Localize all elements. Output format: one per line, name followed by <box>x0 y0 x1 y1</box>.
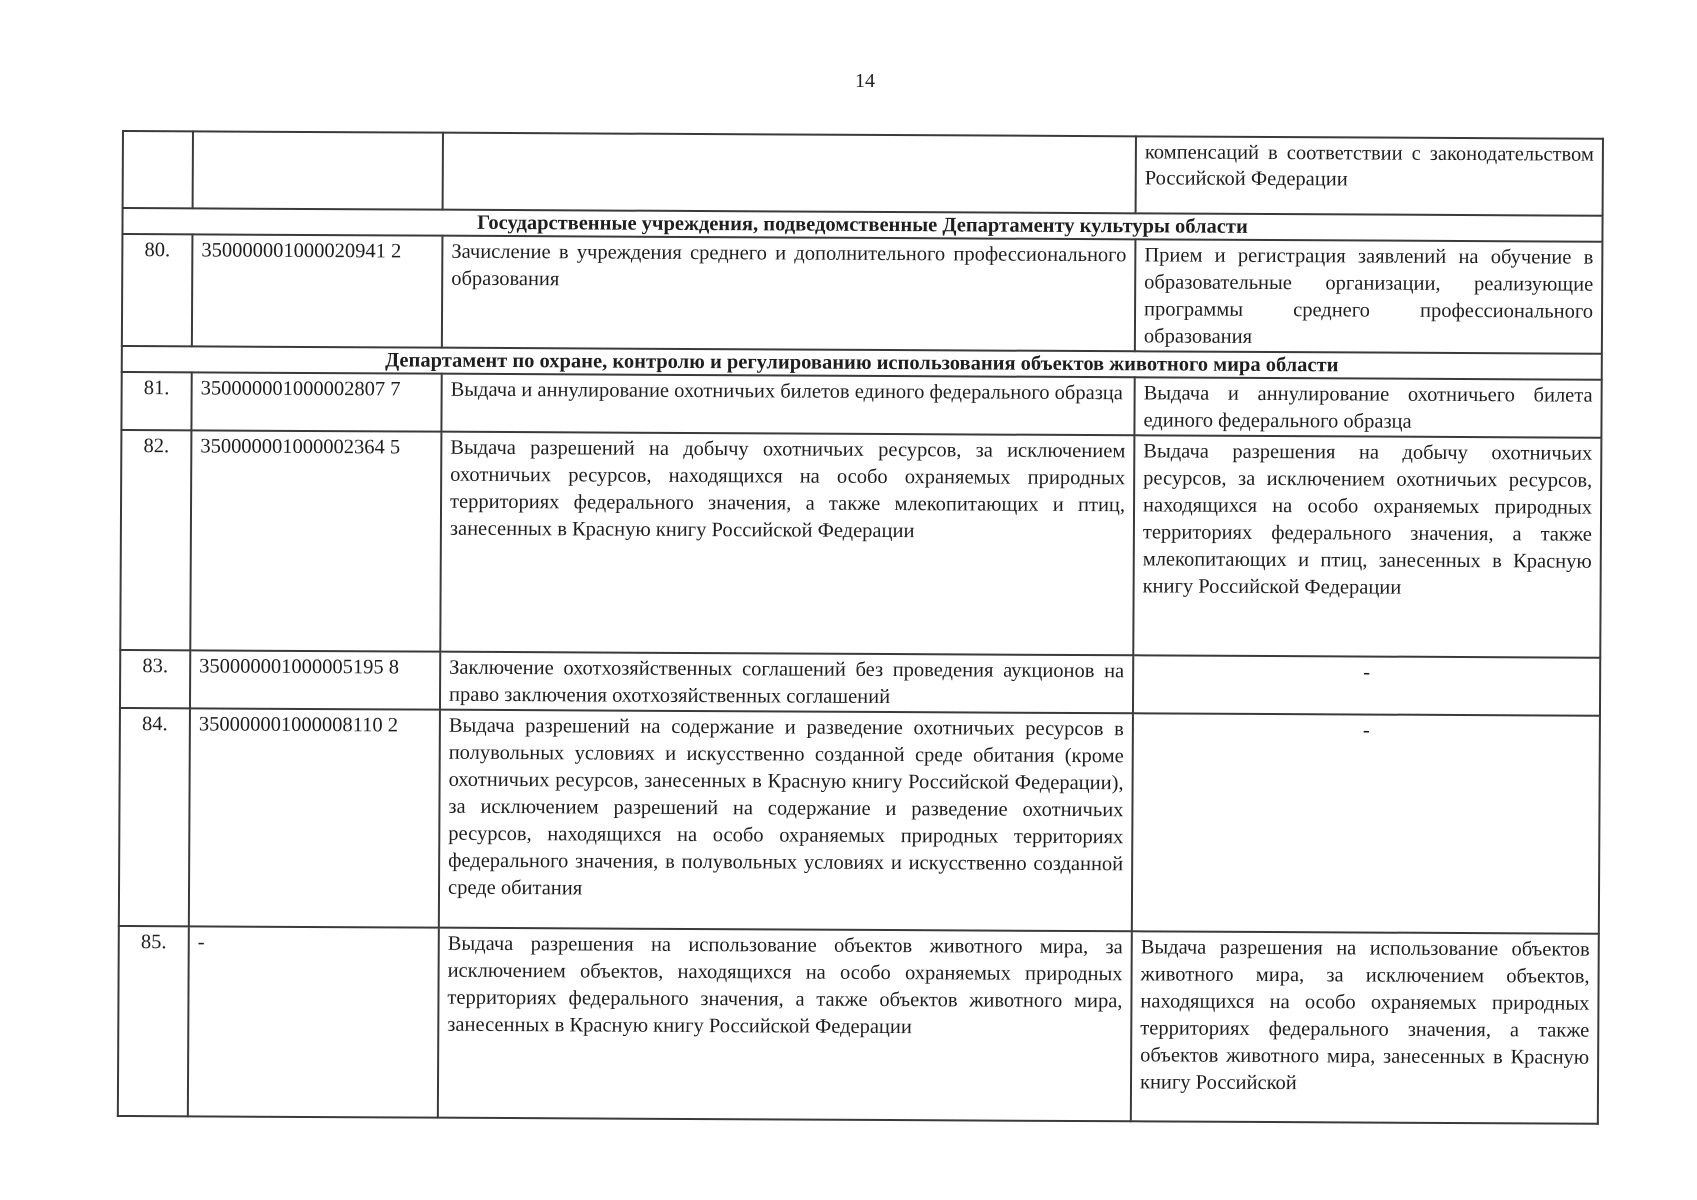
service-name: Выдача разрешений на содержание и разведение охотничьих ресурсов в полувольных условиях и искусственно созданной среде обитания (кроме охотничьих ресурсов, занесенных в Красную книгу Российской Федерации), за исключением разрешений на содержание и разведение охотничьих ресурсов, находящихся на особо охраняемых природных территориях федерального значения, в полувольных условиях и искусственно созданной среде обитания <box>439 710 1133 932</box>
service-description: Прием и регистрация заявлений на обучение в образовательные организации, реализующие программы среднего профессионального образования <box>1135 239 1603 353</box>
service-name: Выдача разрешений на добычу охотничьих ресурсов, за исключением охотничьих ресурсов, находящихся на особо охраняемых природных территориях федерального значения, а также млекопитающих и птиц, занесенных в Красную книгу Российской Федерации <box>440 432 1134 656</box>
section-title: Департамент по охране, контролю и регулированию использования объектов животного мира области <box>122 346 1602 380</box>
table-row <box>120 430 1601 658</box>
description-cell: компенсаций в соответствии с законодательством Российской Федерации <box>1136 136 1603 215</box>
section-title: Государственные учреждения, подведомственные Департаменту культуры области <box>122 208 1602 242</box>
row-number: 80. <box>122 234 193 346</box>
row-number: 81. <box>121 372 191 430</box>
table-row <box>120 650 1600 716</box>
code-cell <box>193 131 443 209</box>
registry-code: 350000001000020941 2 <box>192 234 443 347</box>
service-description: - <box>1133 655 1600 715</box>
service-name: Заключение охотхозяйственных соглашений без проведения аукционов на право заключения охотхозяйственных соглашений <box>440 652 1133 714</box>
row-number: 85. <box>118 926 189 1116</box>
registry-code: - <box>188 926 439 1117</box>
service-name: Выдача и аннулирование охотничьих билетов единого федерального образца <box>441 374 1134 436</box>
services-table <box>117 130 1604 1125</box>
service-name: Зачисление в учреждения среднего и дополнительного профессионального образования <box>442 236 1136 352</box>
row-number: 82. <box>120 430 191 650</box>
service-description: Выдача и аннулирование охотничьего билета единого федерального образца <box>1134 377 1601 437</box>
registry-code: 350000001000002364 5 <box>190 430 441 651</box>
registry-code: 350000001000005195 8 <box>190 650 440 709</box>
table-row <box>123 131 1603 216</box>
service-description: Выдача разрешения на добычу охотничьих ресурсов, за исключением охотничьих ресурсов, находящихся на особо охраняемых природных территориях федерального значения, а также млекопитающих и птиц, занесенных в Красную книгу Российской Федерации <box>1133 435 1601 657</box>
table-row <box>121 372 1601 438</box>
row-number: 84. <box>119 708 190 926</box>
service-description: Выдача разрешения на использование объектов животного мира, за исключением объектов, находящихся на особо охраняемых природных территориях федерального значения, а также объектов животного мира, занесенных в Красную книгу Российской <box>1131 931 1599 1123</box>
table-row <box>122 234 1603 354</box>
registry-code: 350000001000002807 7 <box>191 372 441 431</box>
service-name: Выдача разрешения на использование объектов животного мира, за исключением объектов, находящихся на особо охраняемых природных территориях федерального значения, а также объектов животного мира, занесенных в Красную книгу Российской Федерации <box>438 928 1132 1122</box>
service-cell <box>443 133 1136 214</box>
table-row <box>118 926 1599 1124</box>
row-number: 83. <box>120 650 190 708</box>
num-cell <box>123 131 193 208</box>
registry-code: 350000001000008110 2 <box>189 708 440 927</box>
table-row <box>119 708 1600 934</box>
page-number: 14 <box>855 70 875 92</box>
service-description: - <box>1132 713 1600 933</box>
